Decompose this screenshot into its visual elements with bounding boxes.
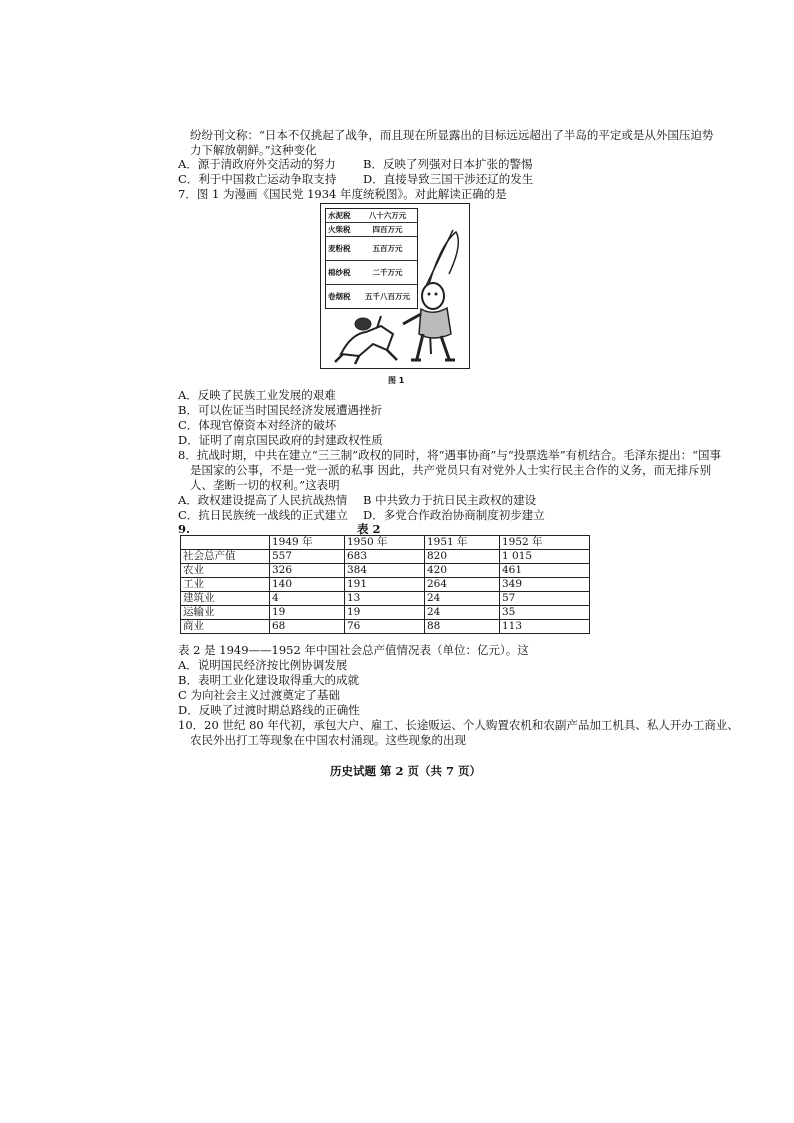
table-row xyxy=(181,550,590,564)
table-cell: 820 xyxy=(425,550,500,564)
table-cell: 19 xyxy=(345,606,425,620)
q7-option-b: B．可以佐证当时国民经济发展遭遇挫折 xyxy=(178,403,382,417)
table-cell: 工业 xyxy=(181,578,270,592)
q6-option-c: C．利于中国救亡运动争取支持 xyxy=(178,172,337,186)
tax-row: 卷烟税 五千八百万元 xyxy=(328,292,410,301)
table-cell: 76 xyxy=(345,620,425,634)
tax-row: 火柴税 四百万元 xyxy=(326,223,417,237)
table-cell: 384 xyxy=(345,564,425,578)
table-header-cell: 1952 年 xyxy=(500,536,590,550)
table-row xyxy=(181,578,590,592)
table-cell: 13 xyxy=(345,592,425,606)
q9-option-d: D．反映了过渡时期总路线的正确性 xyxy=(178,703,360,717)
table-cell: 19 xyxy=(270,606,345,620)
table-cell: 农业 xyxy=(181,564,270,578)
q9-number: 9. xyxy=(178,522,191,536)
table-cell: 57 xyxy=(500,592,590,606)
q8-stem-line1: 8．抗战时期，中共在建立“三三制”政权的同时，将“遇事协商”与“投票选举”有机结合。毛泽东提出：“国事 xyxy=(178,448,721,462)
table-row xyxy=(181,606,590,620)
table-cell: 191 xyxy=(345,578,425,592)
table-cell: 557 xyxy=(270,550,345,564)
q10-stem-line2: 农民外出打工等现象在中国农村涌现。这些现象的出现 xyxy=(190,733,466,747)
tax-row: 麦粉税 五百万元 xyxy=(326,237,417,261)
table-cell: 88 xyxy=(425,620,500,634)
table-cell: 68 xyxy=(270,620,345,634)
table-cell: 社会总产值 xyxy=(181,550,270,564)
table-cell: 420 xyxy=(425,564,500,578)
table-row xyxy=(181,620,590,634)
table-cell: 140 xyxy=(270,578,345,592)
table-cell: 264 xyxy=(425,578,500,592)
q7-option-c: C．体现官僚资本对经济的破坏 xyxy=(178,418,337,432)
table-header-row xyxy=(181,536,590,550)
cartoon-figure xyxy=(320,203,470,369)
table-row xyxy=(181,564,590,578)
table-header-cell: 1949 年 xyxy=(270,536,345,550)
table-cell: 24 xyxy=(425,592,500,606)
table-cell: 113 xyxy=(500,620,590,634)
table-cell: 1 015 xyxy=(500,550,590,564)
q6-stem-line2: 力下解放朝鲜。”这种变化 xyxy=(190,143,317,157)
table-header-cell: 1950 年 xyxy=(345,536,425,550)
q7-option-a: A．反映了民族工业发展的艰难 xyxy=(178,388,336,402)
tax-row: 棉纱税 二千万元 xyxy=(326,261,417,285)
q7-option-d: D．证明了南京国民政府的封建政权性质 xyxy=(178,433,383,447)
q6-stem-line1: 纷纷刊文称：“日本不仅挑起了战争，而且现在所显露出的目标远远超出了半岛的平定或是从外国压迫势 xyxy=(190,128,714,142)
table-cell: 326 xyxy=(270,564,345,578)
q9-option-b: B．表明工业化建设取得重大的成就 xyxy=(178,673,359,687)
q8-stem-line2: 是国家的公事，不是一党一派的私事 因此，共产党员只有对党外人士实行民主合作的义务，而无排斥别 xyxy=(190,463,712,477)
table-cell: 349 xyxy=(500,578,590,592)
table-row xyxy=(181,592,590,606)
table-cell: 商业 xyxy=(181,620,270,634)
table-cell: 运输业 xyxy=(181,606,270,620)
q8-option-a: A．政权建设提高了人民抗战热情 xyxy=(178,493,348,507)
q6-option-b: B．反映了列强对日本扩张的警惕 xyxy=(363,157,533,171)
q8-option-d: D．多党合作政治协商制度初步建立 xyxy=(363,508,545,522)
table-cell: 683 xyxy=(345,550,425,564)
q6-option-d: D．直接导致三国干涉还辽的发生 xyxy=(363,172,534,186)
q8-stem-line3: 人、垄断一切的权利。”这表明 xyxy=(190,478,340,492)
q9-stem: 表 2 是 1949——1952 年中国社会总产值情况表（单位：亿元）。这 xyxy=(178,643,529,657)
table-header-cell xyxy=(181,536,270,550)
q8-option-b: B 中共致力于抗日民主政权的建设 xyxy=(363,493,537,507)
q7-stem: 7．图 1 为漫画《国民党 1934 年度统税图》。对此解读正确的是 xyxy=(178,187,507,201)
table-cell: 建筑业 xyxy=(181,592,270,606)
table-title: 表 2 xyxy=(357,522,381,536)
table-header-cell: 1951 年 xyxy=(425,536,500,550)
q9-option-a: A．说明国民经济按比例协调发展 xyxy=(178,658,348,672)
tax-sign xyxy=(325,208,418,309)
table-cell: 4 xyxy=(270,592,345,606)
gdp-table xyxy=(180,535,590,634)
q9-option-c: C 为向社会主义过渡奠定了基础 xyxy=(178,688,340,702)
q10-stem-line1: 10．20 世纪 80 年代初，承包大户、雇工、长途贩运、个人购置农机和农副产品加工机具、私人开办工商业、 xyxy=(178,718,739,732)
figure-caption: 图 1 xyxy=(388,376,405,385)
tax-row: 水泥税 八十六万元 xyxy=(326,209,417,223)
table-cell: 24 xyxy=(425,606,500,620)
q6-option-a: A．源于清政府外交活动的努力 xyxy=(178,157,336,171)
page-footer: 历史试题 第 2 页（共 7 页） xyxy=(330,764,482,778)
table-cell: 461 xyxy=(500,564,590,578)
table-cell: 35 xyxy=(500,606,590,620)
q8-option-c: C．抗日民族统一战线的正式建立 xyxy=(178,508,348,522)
